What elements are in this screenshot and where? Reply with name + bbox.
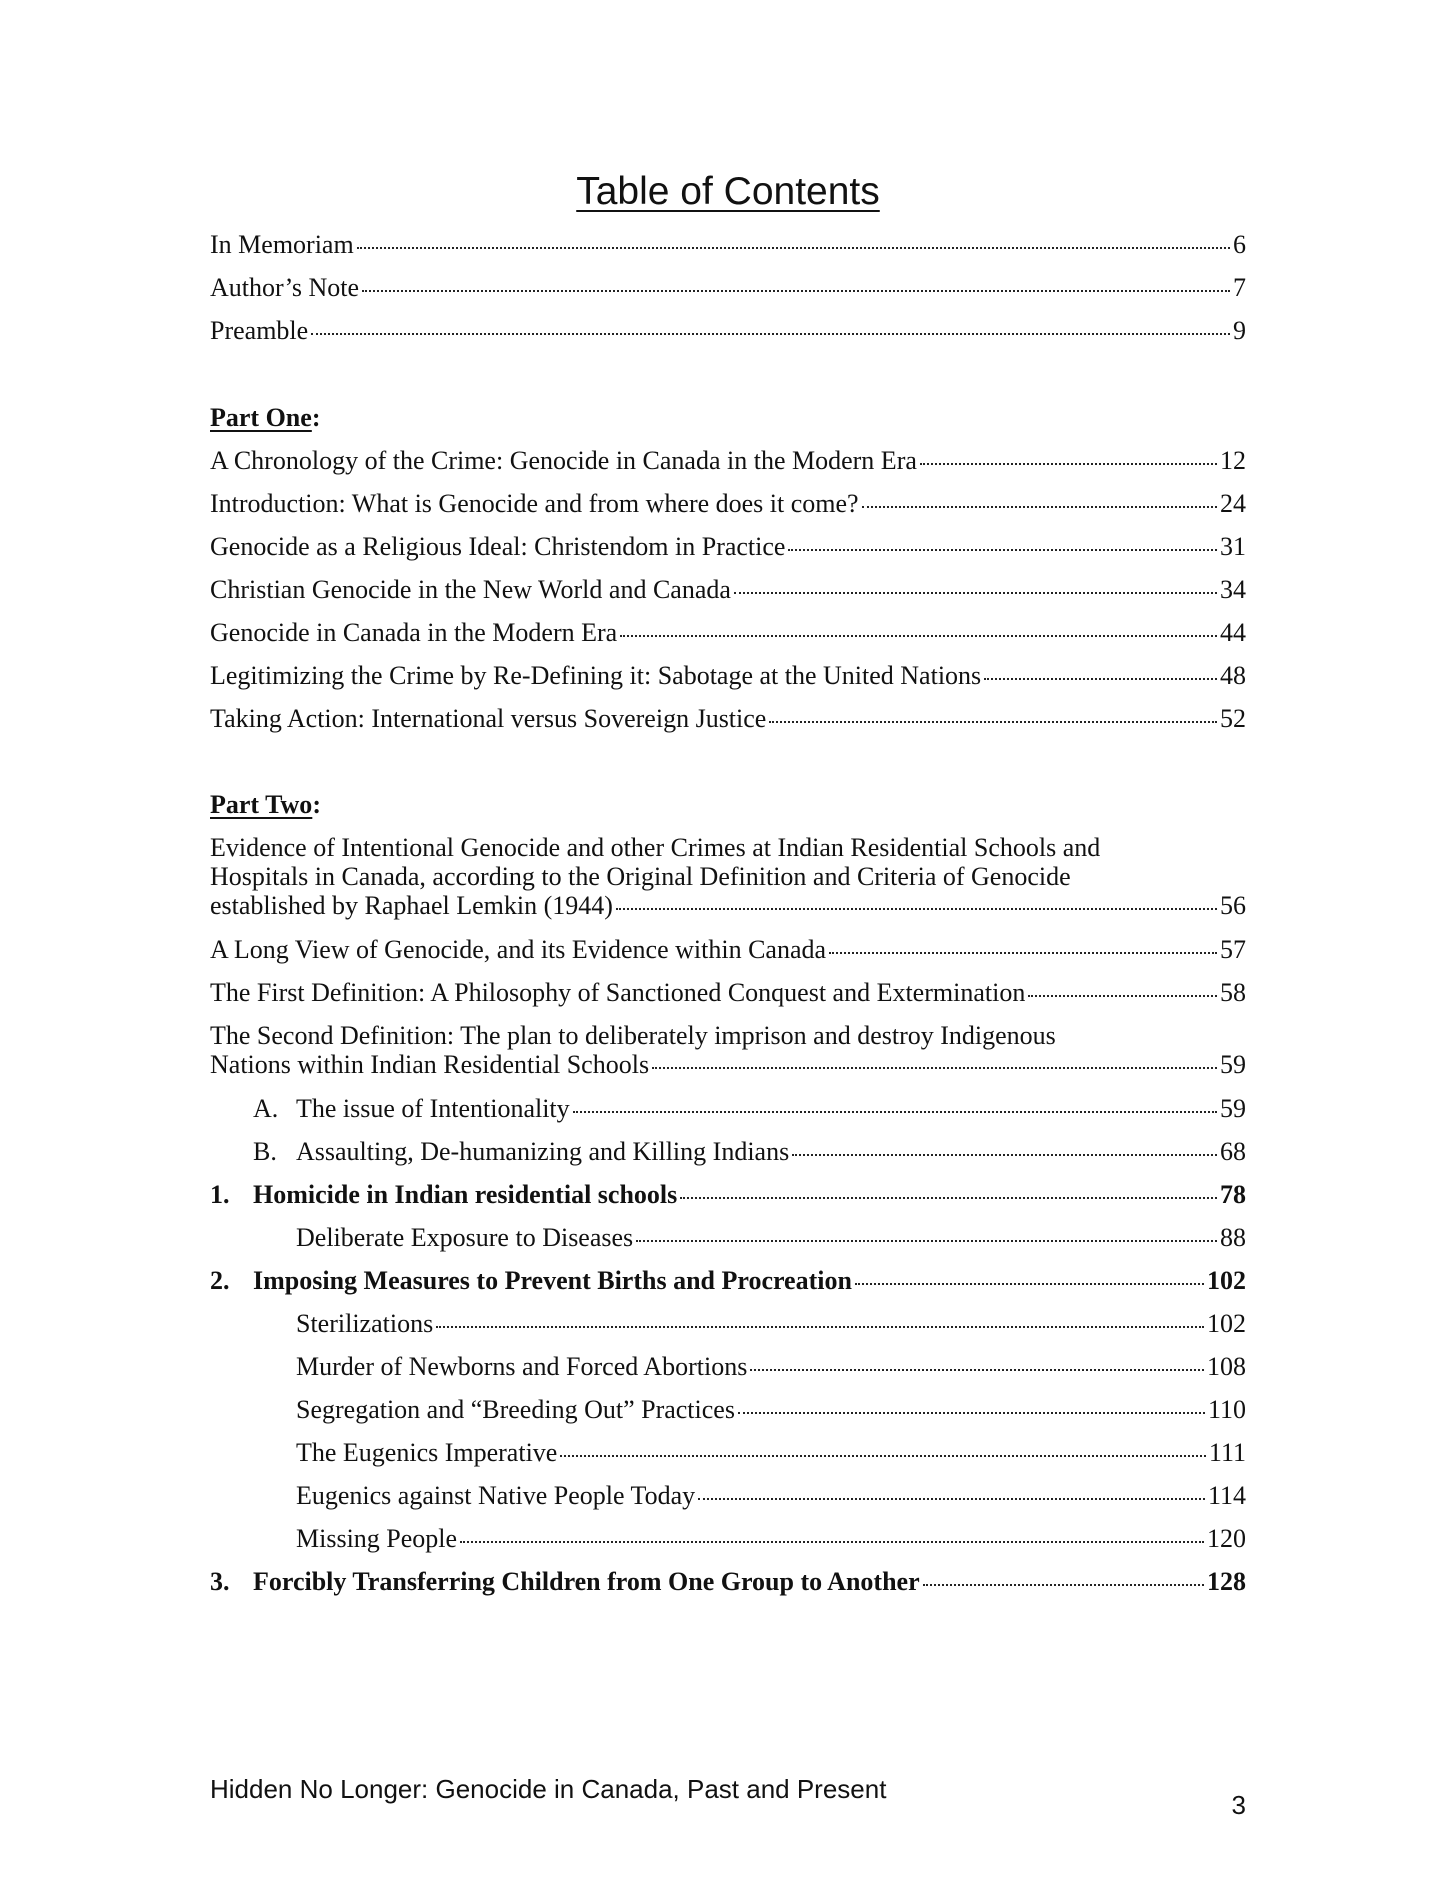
toc-entry-page: 34	[1220, 575, 1246, 604]
part-two-colon: :	[312, 790, 321, 819]
toc-entry-religious-ideal[interactable]	[210, 532, 1246, 562]
toc-entry-legitimizing[interactable]	[210, 661, 1246, 691]
toc-entry-second-definition[interactable]	[210, 1021, 1246, 1079]
dot-leader	[1028, 995, 1217, 997]
dot-leader	[984, 678, 1217, 680]
page-title: Table of Contents	[576, 170, 880, 213]
toc-entry-text-line: Nations within Indian Residential Schools	[210, 1050, 650, 1079]
toc-entry-page: 48	[1220, 661, 1246, 690]
toc-entry-page: 6	[1233, 230, 1246, 259]
toc-entry-page: 57	[1220, 935, 1246, 964]
toc-entry-text-line: Evidence of Intentional Genocide and other Crimes at Indian Residential Schools and	[210, 833, 1101, 862]
toc-entry-marker: 2.	[210, 1266, 230, 1295]
dot-leader	[923, 1584, 1204, 1586]
dot-leader	[738, 1412, 1205, 1414]
dot-leader	[436, 1326, 1204, 1328]
toc-entry-page: 111	[1208, 1438, 1246, 1467]
toc-entry-text-line: Hospitals in Canada, according to the Original Definition and Criteria of Genocide	[210, 862, 1071, 891]
toc-entry-intentionality[interactable]	[253, 1094, 1246, 1124]
toc-entry-page: 102	[1207, 1266, 1246, 1295]
toc-entry-text: Segregation and “Breeding Out” Practices	[296, 1395, 735, 1424]
dot-leader	[636, 1240, 1217, 1242]
toc-entry-page: 114	[1207, 1481, 1246, 1510]
dot-leader	[829, 952, 1217, 954]
footer-book-title: Hidden No Longer: Genocide in Canada, Past and Present	[210, 1774, 887, 1804]
toc-entry-newborns[interactable]	[296, 1352, 1246, 1382]
toc-entry-long-view[interactable]	[210, 935, 1246, 965]
part-one-label: Part One	[210, 403, 312, 432]
toc-entry-page: 44	[1220, 618, 1246, 647]
toc-entry-evidence[interactable]	[210, 833, 1246, 920]
toc-entry-page: 52	[1220, 704, 1246, 733]
dot-leader	[652, 1067, 1217, 1069]
part-one-heading	[210, 403, 320, 433]
dot-leader	[357, 247, 1230, 249]
toc-entry-page: 12	[1220, 446, 1246, 475]
toc-entry-first-definition[interactable]	[210, 978, 1246, 1008]
dot-leader	[311, 333, 1230, 335]
toc-entry-in-memoriam[interactable]	[210, 230, 1246, 260]
dot-leader	[862, 506, 1217, 508]
toc-entry-page: 24	[1220, 489, 1246, 518]
toc-entry-page: 108	[1207, 1352, 1246, 1381]
toc-entry-text: The Eugenics Imperative	[296, 1438, 558, 1467]
toc-entry-authors-note[interactable]	[210, 273, 1246, 303]
dot-leader	[698, 1498, 1205, 1500]
toc-entry-text-line: The Second Definition: The plan to deliberately imprison and destroy Indigenous	[210, 1021, 1056, 1050]
toc-entry-text: Homicide in Indian residential schools	[253, 1180, 678, 1209]
toc-entry-marker: A.	[253, 1094, 279, 1123]
toc-entry-text: Imposing Measures to Prevent Births and Procreation	[253, 1266, 852, 1295]
toc-entry-text: Sterilizations	[296, 1309, 434, 1338]
toc-entry-page: 31	[1220, 532, 1246, 561]
dot-leader	[792, 1154, 1217, 1156]
dot-leader	[920, 463, 1217, 465]
toc-entry-sterilizations[interactable]	[296, 1309, 1246, 1339]
toc-entry-page: 120	[1207, 1524, 1246, 1553]
toc-entry-preamble[interactable]	[210, 316, 1246, 346]
toc-entry-text: Eugenics against Native People Today	[296, 1481, 696, 1510]
dot-leader	[769, 721, 1217, 723]
toc-entry-page: 58	[1220, 978, 1246, 1007]
dot-leader	[734, 592, 1217, 594]
toc-entry-text: Taking Action: International versus Sovereign Justice	[210, 704, 767, 733]
toc-entry-text: Genocide as a Religious Ideal: Christendom in Practice	[210, 532, 786, 561]
dot-leader	[362, 290, 1230, 292]
toc-entry-text: The First Definition: A Philosophy of Sanctioned Conquest and Extermination	[210, 978, 1026, 1007]
dot-leader	[560, 1455, 1206, 1457]
toc-entry-text: Preamble	[210, 316, 309, 345]
toc-entry-christian-genocide[interactable]	[210, 575, 1246, 605]
toc-entry-introduction[interactable]	[210, 489, 1246, 519]
toc-entry-page: 110	[1207, 1395, 1246, 1424]
toc-entry-taking-action[interactable]	[210, 704, 1246, 734]
toc-entry-page: 9	[1233, 316, 1246, 345]
dot-leader	[616, 908, 1217, 910]
toc-entry-page: 88	[1220, 1223, 1246, 1252]
toc-entry-page: 59	[1220, 1050, 1246, 1079]
toc-entry-eugenics-today[interactable]	[296, 1481, 1246, 1511]
dot-leader	[788, 549, 1217, 551]
part-one-colon: :	[311, 403, 321, 432]
toc-entry-eugenics-imperative[interactable]	[296, 1438, 1246, 1468]
toc-entry-text: Author’s Note	[210, 273, 360, 302]
toc-entry-transferring-children[interactable]	[210, 1567, 1246, 1597]
toc-entry-modern-era[interactable]	[210, 618, 1246, 648]
toc-entry-missing-people[interactable]	[296, 1524, 1246, 1554]
dot-leader	[460, 1541, 1204, 1543]
dot-leader	[855, 1283, 1204, 1285]
toc-entry-page: 56	[1220, 891, 1246, 920]
dot-leader	[620, 635, 1217, 637]
toc-entry-text: Introduction: What is Genocide and from where does it come?	[210, 489, 859, 518]
toc-entry-diseases[interactable]	[296, 1223, 1246, 1253]
toc-entry-preventing-births[interactable]	[210, 1266, 1246, 1296]
toc-entry-text: In Memoriam	[210, 230, 354, 259]
dot-leader	[750, 1369, 1204, 1371]
toc-entry-chronology[interactable]	[210, 446, 1246, 476]
toc-entry-text: Forcibly Transferring Children from One Group to Another	[253, 1567, 920, 1596]
toc-entry-text: Assaulting, De-humanizing and Killing Indians	[296, 1137, 790, 1166]
toc-entry-text-line: established by Raphael Lemkin (1944)	[210, 891, 613, 920]
dot-leader	[680, 1197, 1217, 1199]
toc-entry-text: The issue of Intentionality	[296, 1094, 570, 1123]
toc-entry-text: A Chronology of the Crime: Genocide in Canada in the Modern Era	[210, 446, 917, 475]
toc-entry-page: 7	[1233, 273, 1246, 302]
toc-entry-page: 128	[1207, 1567, 1246, 1596]
toc-entry-marker: 1.	[210, 1180, 230, 1209]
toc-entry-text: Deliberate Exposure to Diseases	[296, 1223, 634, 1252]
toc-entry-marker: 3.	[210, 1567, 230, 1596]
toc-entry-text: Christian Genocide in the New World and Canada	[210, 575, 731, 604]
toc-entry-text: Missing People	[296, 1524, 458, 1553]
toc-entry-homicide[interactable]	[210, 1180, 1246, 1210]
toc-entry-text: A Long View of Genocide, and its Evidence within Canada	[210, 935, 827, 964]
toc-entry-page: 68	[1220, 1137, 1246, 1166]
toc-entry-text: Legitimizing the Crime by Re-Defining it: Sabotage at the United Nations	[210, 661, 982, 690]
footer-page-number: 3	[1231, 1790, 1246, 1820]
part-two-heading	[210, 790, 321, 820]
toc-entry-text: Genocide in Canada in the Modern Era	[210, 618, 618, 647]
part-two-label: Part Two	[210, 790, 313, 819]
dot-leader	[573, 1111, 1217, 1113]
toc-entry-page: 78	[1220, 1180, 1246, 1209]
toc-entry-marker: B.	[253, 1137, 277, 1166]
toc-entry-page: 59	[1220, 1094, 1246, 1123]
toc-entry-segregation[interactable]	[296, 1395, 1246, 1425]
toc-entry-assaulting[interactable]	[253, 1137, 1246, 1167]
toc-entry-page: 102	[1207, 1309, 1246, 1338]
toc-entry-text: Murder of Newborns and Forced Abortions	[296, 1352, 748, 1381]
